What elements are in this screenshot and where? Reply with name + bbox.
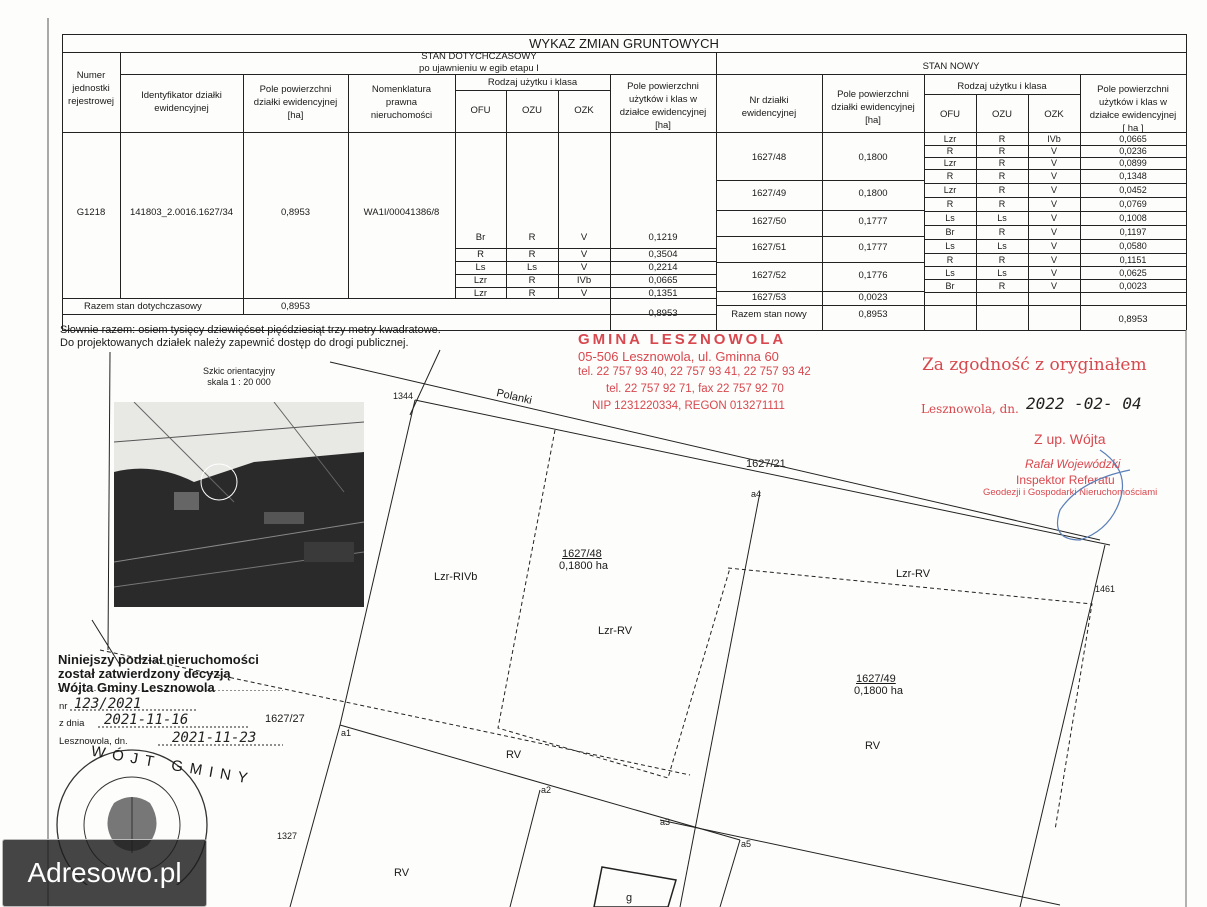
header-pole: Pole powierzchni działki ewidencyjnej [ha] (253, 84, 338, 121)
new-parcel-nr: 1627/50 (751, 216, 787, 227)
map-parcel-48-area: 0,1800 ha (559, 560, 608, 572)
new-parcel-pole: 0,1777 (858, 216, 888, 227)
new-uzytek-ozk: V (1050, 255, 1057, 265)
gmina-stamp-tel1: tel. 22 757 93 40, 22 757 93 41, 22 757 93 42 (578, 366, 811, 378)
old-uzytek-ofu: Ls (475, 262, 486, 273)
new-parcel-pole: 0,1800 (858, 188, 888, 199)
map-label-1344: 1344 (393, 391, 414, 401)
old-uzytek-ofu: Lzr (473, 288, 488, 299)
map-label-1627-21: 1627/21 (746, 458, 786, 470)
old-uzytek-pole: 0,3504 (648, 249, 678, 260)
new-uzytek-ozu: R (998, 185, 1006, 195)
certification-date: 2022 -02- 04 (1026, 394, 1142, 413)
gmina-stamp-name: GMINA LESZNOWOLA (578, 331, 787, 348)
new-parcel-nr: 1627/53 (751, 292, 787, 303)
new-uzytek-pole: 0,0899 (1119, 158, 1147, 168)
new-uzytek-pole: 0,0580 (1119, 241, 1147, 251)
old-uzytek-ozu: R (528, 288, 536, 299)
old-uzytek-pole: 0,1219 (648, 232, 678, 243)
map-label-1461: 1461 (1095, 584, 1116, 594)
new-uzytek-ozk: V (1050, 241, 1057, 251)
new-uzytek-ofu: R (946, 199, 954, 209)
approval-underlines (58, 690, 288, 750)
new-uzytek-ozk: V (1050, 146, 1057, 156)
new-uzytek-pole: 0,0769 (1119, 199, 1147, 209)
new-uzytek-ofu: Lzr (943, 134, 957, 144)
header-rodzaj-old: Rodzaj użytku i klasa (487, 77, 578, 88)
header-ofu-new: OFU (939, 109, 961, 120)
old-uzytek-ozu: R (528, 249, 536, 260)
header-pole-nowe: Pole powierzchni działki ewidencyjnej [ha] (831, 89, 915, 126)
map-label-1627-27: 1627/27 (265, 713, 305, 725)
old-uzytek-ozu: R (528, 232, 536, 243)
map-point-a4: a4 (751, 489, 762, 499)
map-point-a2: a2 (541, 785, 552, 795)
new-uzytek-ofu: R (946, 255, 954, 265)
new-uzytek-ofu: Lzr (943, 158, 957, 168)
map-use-lzr-rv-2: Lzr-RV (896, 568, 931, 580)
razem-old-uzytki: 0,8953 (648, 308, 678, 319)
new-uzytek-ozu: R (998, 255, 1006, 265)
new-uzytek-pole: 0,0452 (1119, 185, 1147, 195)
map-point-a3: a3 (660, 817, 671, 827)
new-uzytek-ozk: V (1050, 158, 1057, 168)
approval-line3: Wójta Gminy Lesznowola (58, 680, 215, 695)
new-parcel-nr: 1627/48 (751, 152, 787, 163)
sketch-title: Szkic orientacyjny skala 1 : 20 000 (202, 366, 276, 387)
new-uzytek-ozk: V (1050, 171, 1057, 181)
header-stan-nowy: STAN NOWY (922, 61, 980, 72)
new-uzytek-pole: 0,1348 (1119, 171, 1147, 181)
approval-nr-value: 123/2021 (74, 696, 142, 712)
razem-old-pole: 0,8953 (280, 301, 311, 312)
new-uzytek-ozk: V (1050, 227, 1057, 237)
old-uzytek-ozk: V (580, 249, 588, 260)
approval-line1: Niniejszy podział nieruchomości (58, 652, 259, 667)
old-uzytek-ozu: Ls (526, 262, 538, 273)
new-uzytek-pole: 0,0236 (1119, 146, 1147, 156)
new-uzytek-pole: 0,1008 (1119, 213, 1147, 223)
wojt-seal-text: WÓJT GMINY (89, 742, 256, 789)
new-parcel-nr: 1627/52 (751, 270, 787, 281)
approval-place-value: 2021-11-23 (172, 730, 257, 746)
map-building-g: g (626, 892, 633, 904)
old-nomenklatura: WA1I/00041386/8 (363, 207, 440, 218)
header-rodzaj-new: Rodzaj użytku i klasa (957, 81, 1047, 92)
new-uzytek-ofu: R (946, 171, 954, 181)
header-ozk-new: OZK (1044, 109, 1064, 120)
new-uzytek-ozu: R (998, 158, 1006, 168)
new-parcel-pole: 0,1776 (858, 270, 888, 281)
map-use-lzr-rivb: Lzr-RIVb (434, 571, 478, 583)
header-numer: Numer jednostki rejestrowej (68, 70, 114, 107)
old-identyfikator: 141803_2.0016.1627/34 (129, 207, 234, 218)
certification-place: Lesznowola, dn. (921, 402, 1019, 416)
new-uzytek-pole: 0,1151 (1119, 255, 1147, 265)
old-uzytek-pole: 0,0665 (648, 275, 678, 286)
new-uzytek-ofu: Ls (945, 268, 955, 278)
map-use-rv-3: RV (394, 867, 410, 879)
certification-title: Za zgodność z oryginałem (922, 355, 1147, 375)
new-uzytek-ozu: R (998, 281, 1006, 291)
map-street-polanki: Polanki (495, 387, 534, 407)
signature-mark (1040, 440, 1140, 550)
new-uzytek-ofu: Lzr (943, 185, 957, 195)
old-uzytek-ozu: R (528, 275, 536, 286)
old-uzytek-pole: 0,2214 (648, 262, 678, 273)
approval-place-label: Lesznowola, dn. (59, 736, 128, 747)
header-ozu-new: OZU (991, 109, 1013, 120)
map-label-1327: 1327 (277, 831, 298, 841)
new-uzytek-ozk: V (1050, 213, 1057, 223)
new-uzytek-ofu: Br (945, 227, 955, 237)
new-uzytek-pole: 0,0665 (1119, 134, 1147, 144)
map-parcel-49: 1627/49 (856, 673, 896, 685)
map-use-lzr-rv-1: Lzr-RV (598, 625, 633, 637)
old-uzytek-ofu: R (477, 249, 484, 260)
old-uzytek-ozk: IVb (576, 275, 592, 286)
certification-zup: Z up. Wójta (1034, 431, 1106, 447)
approval-z-dnia-value: 2021-11-16 (104, 712, 189, 728)
certification-name: Rafał Wojewódzki (1025, 457, 1121, 471)
old-pole: 0,8953 (280, 207, 311, 218)
old-uzytek-ofu: Lzr (473, 275, 488, 286)
approval-line2: został zatwierdzony decyzją (58, 666, 231, 681)
new-uzytek-ozu: R (998, 146, 1006, 156)
old-uzytek-pole: 0,1351 (648, 288, 678, 299)
new-uzytek-ozk: V (1050, 281, 1057, 291)
new-uzytek-ozu: Ls (997, 268, 1007, 278)
gmina-stamp-nip: NIP 1231220334, REGON 013271111 (592, 400, 785, 412)
new-uzytek-ozk: V (1050, 199, 1057, 209)
header-pole-uzytkow-new: Pole powierzchni użytków i klas w działce ewidencyjnej [ ha ] (1089, 84, 1177, 134)
gmina-stamp-address: 05-506 Lesznowola, ul. Gminna 60 (578, 349, 779, 364)
razem-new-label: Razem stan nowy (731, 309, 807, 320)
razem-new-pole: 0,8953 (858, 309, 888, 320)
header-stan-dotychczasowy: STAN DOTYCHCZASOWY po ujawnieniu w egib etapu I (419, 51, 539, 74)
map-parcel-48: 1627/48 (562, 548, 602, 560)
new-uzytek-ozk: V (1050, 185, 1057, 195)
header-nomenklatura: Nomenklatura prawna nieruchomości (370, 84, 433, 121)
orientation-sketch (114, 402, 364, 607)
approval-nr-label: nr (59, 701, 68, 712)
old-uzytek-ozk: V (580, 262, 588, 273)
new-uzytek-ofu: Br (945, 281, 955, 291)
header-ofu-old: OFU (470, 105, 491, 116)
header-identyfikator: Identyfikator działki ewidencyjnej (141, 90, 222, 114)
gmina-stamp-tel2: tel. 22 757 92 71, fax 22 757 92 70 (606, 383, 784, 395)
new-uzytek-pole: 0,0625 (1119, 268, 1147, 278)
old-uzytek-ozk: V (580, 232, 588, 243)
new-uzytek-pole: 0,0023 (1119, 281, 1147, 291)
new-uzytek-ozu: Ls (997, 241, 1007, 251)
new-uzytek-ozu: R (998, 171, 1006, 181)
new-parcel-nr: 1627/49 (751, 188, 787, 199)
new-uzytek-ozu: R (998, 134, 1006, 144)
old-uzytek-ofu: Br (475, 232, 486, 243)
header-ozu-old: OZU (521, 105, 543, 116)
new-parcel-nr: 1627/51 (751, 242, 787, 253)
approval-z-dnia-label: z dnia (59, 718, 85, 729)
adresowo-watermark: Adresowo.pl (2, 839, 207, 907)
old-jednostka: G1218 (76, 207, 106, 218)
old-uzytek-ozk: V (580, 288, 588, 299)
header-nr-dzialki: Nr działki ewidencyjnej (741, 95, 797, 119)
certification-role: Inspektor Referatu (1016, 473, 1115, 487)
new-uzytek-ofu: R (946, 146, 954, 156)
new-uzytek-ozu: R (998, 227, 1006, 237)
certification-dept: Geodezji i Gospodarki Nieruchomościami (983, 487, 1158, 498)
header-pole-uzytkow-old: Pole powierzchni użytków i klas w działce ewidencyjnej [ha] (619, 81, 707, 131)
map-point-a1: a1 (341, 728, 352, 738)
table-title: WYKAZ ZMIAN GRUNTOWYCH (529, 36, 719, 51)
new-uzytek-ozu: Ls (997, 213, 1007, 223)
new-uzytek-ofu: Ls (945, 241, 955, 251)
note-dostep: Do projektowanych działek należy zapewnić dostęp do drogi publicznej. (60, 337, 409, 349)
map-use-rv-2: RV (865, 740, 881, 752)
map-parcel-49-area: 0,1800 ha (854, 685, 903, 697)
new-parcel-pole: 0,1777 (858, 242, 888, 253)
new-uzytek-ozk: IVb (1047, 134, 1061, 144)
map-use-rv-1: RV (506, 749, 522, 761)
razem-new-uzytki: 0,8953 (1118, 314, 1148, 325)
new-uzytek-ozu: R (998, 199, 1006, 209)
note-slownie: Słownie razem: osiem tysięcy dziewięćset pięćdziesiąt trzy metry kwadratowe. (60, 324, 441, 336)
new-uzytek-ozk: V (1050, 268, 1057, 278)
map-point-a5: a5 (741, 839, 752, 849)
new-uzytek-ofu: Ls (945, 213, 955, 223)
razem-old-label: Razem stan dotychczasowy (84, 301, 202, 312)
new-uzytek-pole: 0,1197 (1119, 227, 1147, 237)
new-parcel-pole: 0,0023 (858, 292, 888, 303)
new-parcel-pole: 0,1800 (858, 152, 888, 163)
header-ozk-old: OZK (574, 105, 594, 116)
